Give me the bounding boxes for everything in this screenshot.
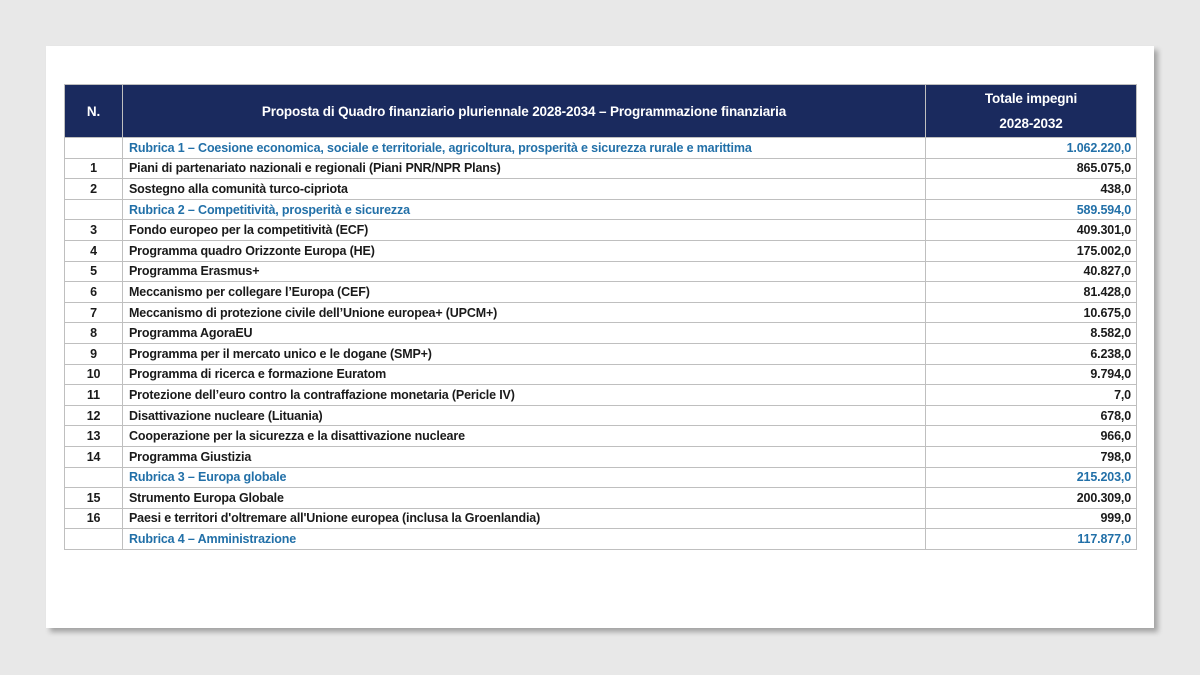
table-row — [65, 179, 1137, 200]
table-row — [65, 323, 1137, 344]
row-label: Disattivazione nucleare (Lituania) — [123, 405, 926, 426]
row-label: Paesi e territori d'oltremare all'Unione europea (inclusa la Groenlandia) — [123, 508, 926, 529]
rubrica-value: 215.203,0 — [926, 467, 1137, 488]
row-value: 40.827,0 — [926, 261, 1137, 282]
row-label: Cooperazione per la sicurezza e la disattivazione nucleare — [123, 426, 926, 447]
table-row — [65, 261, 1137, 282]
budget-table — [64, 84, 1137, 550]
document-card — [46, 46, 1154, 628]
row-label: Programma quadro Orizzonte Europa (HE) — [123, 240, 926, 261]
rubrica-value: 117.877,0 — [926, 529, 1137, 550]
table-header — [65, 85, 1137, 138]
row-number — [65, 529, 123, 550]
row-number: 6 — [65, 282, 123, 303]
row-label: Programma AgoraEU — [123, 323, 926, 344]
table-row — [65, 343, 1137, 364]
row-label: Sostegno alla comunità turco-cipriota — [123, 179, 926, 200]
row-label: Programma per il mercato unico e le dogane (SMP+) — [123, 343, 926, 364]
row-number: 12 — [65, 405, 123, 426]
row-value: 678,0 — [926, 405, 1137, 426]
row-number: 7 — [65, 302, 123, 323]
header-cell-number: N. — [65, 85, 123, 138]
row-number: 11 — [65, 385, 123, 406]
header-total-line1: Totale impegni — [984, 91, 1078, 106]
table-row — [65, 364, 1137, 385]
header-cell-total — [926, 85, 1137, 138]
rubrica-value: 589.594,0 — [926, 199, 1137, 220]
row-value: 175.002,0 — [926, 240, 1137, 261]
rubrica-value: 1.062.220,0 — [926, 138, 1137, 159]
rubrica-label: Rubrica 3 – Europa globale — [123, 467, 926, 488]
table-row — [65, 282, 1137, 303]
table-row — [65, 488, 1137, 509]
row-value: 438,0 — [926, 179, 1137, 200]
row-number: 9 — [65, 343, 123, 364]
row-number: 14 — [65, 446, 123, 467]
row-label: Meccanismo di protezione civile dell’Unione europea+ (UPCM+) — [123, 302, 926, 323]
row-value: 409.301,0 — [926, 220, 1137, 241]
table-row — [65, 385, 1137, 406]
row-number — [65, 138, 123, 159]
row-label: Piani di partenariato nazionali e regionali (Piani PNR/NPR Plans) — [123, 158, 926, 179]
header-cell-title: Proposta di Quadro finanziario pluriennale 2028-2034 – Programmazione finanziaria — [123, 85, 926, 138]
row-number: 15 — [65, 488, 123, 509]
table-row — [65, 240, 1137, 261]
rubrica-row — [65, 138, 1137, 159]
row-label: Meccanismo per collegare l’Europa (CEF) — [123, 282, 926, 303]
rubrica-row — [65, 529, 1137, 550]
row-number: 10 — [65, 364, 123, 385]
row-number: 4 — [65, 240, 123, 261]
table-body — [65, 138, 1137, 550]
row-label: Strumento Europa Globale — [123, 488, 926, 509]
table-row — [65, 302, 1137, 323]
row-value: 999,0 — [926, 508, 1137, 529]
row-label: Protezione dell’euro contro la contraffazione monetaria (Pericle IV) — [123, 385, 926, 406]
rubrica-label: Rubrica 2 – Competitività, prosperità e sicurezza — [123, 199, 926, 220]
row-number: 3 — [65, 220, 123, 241]
row-number: 5 — [65, 261, 123, 282]
table-row — [65, 426, 1137, 447]
row-value: 865.075,0 — [926, 158, 1137, 179]
rubrica-row — [65, 467, 1137, 488]
row-number: 13 — [65, 426, 123, 447]
row-value: 966,0 — [926, 426, 1137, 447]
rubrica-label: Rubrica 4 – Amministrazione — [123, 529, 926, 550]
row-number: 8 — [65, 323, 123, 344]
table-row — [65, 158, 1137, 179]
row-value: 9.794,0 — [926, 364, 1137, 385]
row-number: 1 — [65, 158, 123, 179]
row-number — [65, 199, 123, 220]
row-label: Programma Giustizia — [123, 446, 926, 467]
header-row — [65, 85, 1137, 138]
row-label: Fondo europeo per la competitività (ECF) — [123, 220, 926, 241]
table-row — [65, 405, 1137, 426]
row-value: 8.582,0 — [926, 323, 1137, 344]
table-row — [65, 508, 1137, 529]
rubrica-label: Rubrica 1 – Coesione economica, sociale e territoriale, agricoltura, prosperità e sicurezza rurale e marittima — [123, 138, 926, 159]
rubrica-row — [65, 199, 1137, 220]
table-row — [65, 446, 1137, 467]
row-number: 2 — [65, 179, 123, 200]
row-label: Programma Erasmus+ — [123, 261, 926, 282]
row-label: Programma di ricerca e formazione Euratom — [123, 364, 926, 385]
row-value: 10.675,0 — [926, 302, 1137, 323]
header-total-line2: 2028-2032 — [999, 116, 1063, 131]
row-value: 81.428,0 — [926, 282, 1137, 303]
row-number: 16 — [65, 508, 123, 529]
row-value: 6.238,0 — [926, 343, 1137, 364]
row-value: 7,0 — [926, 385, 1137, 406]
table-row — [65, 220, 1137, 241]
row-value: 798,0 — [926, 446, 1137, 467]
row-number — [65, 467, 123, 488]
row-value: 200.309,0 — [926, 488, 1137, 509]
